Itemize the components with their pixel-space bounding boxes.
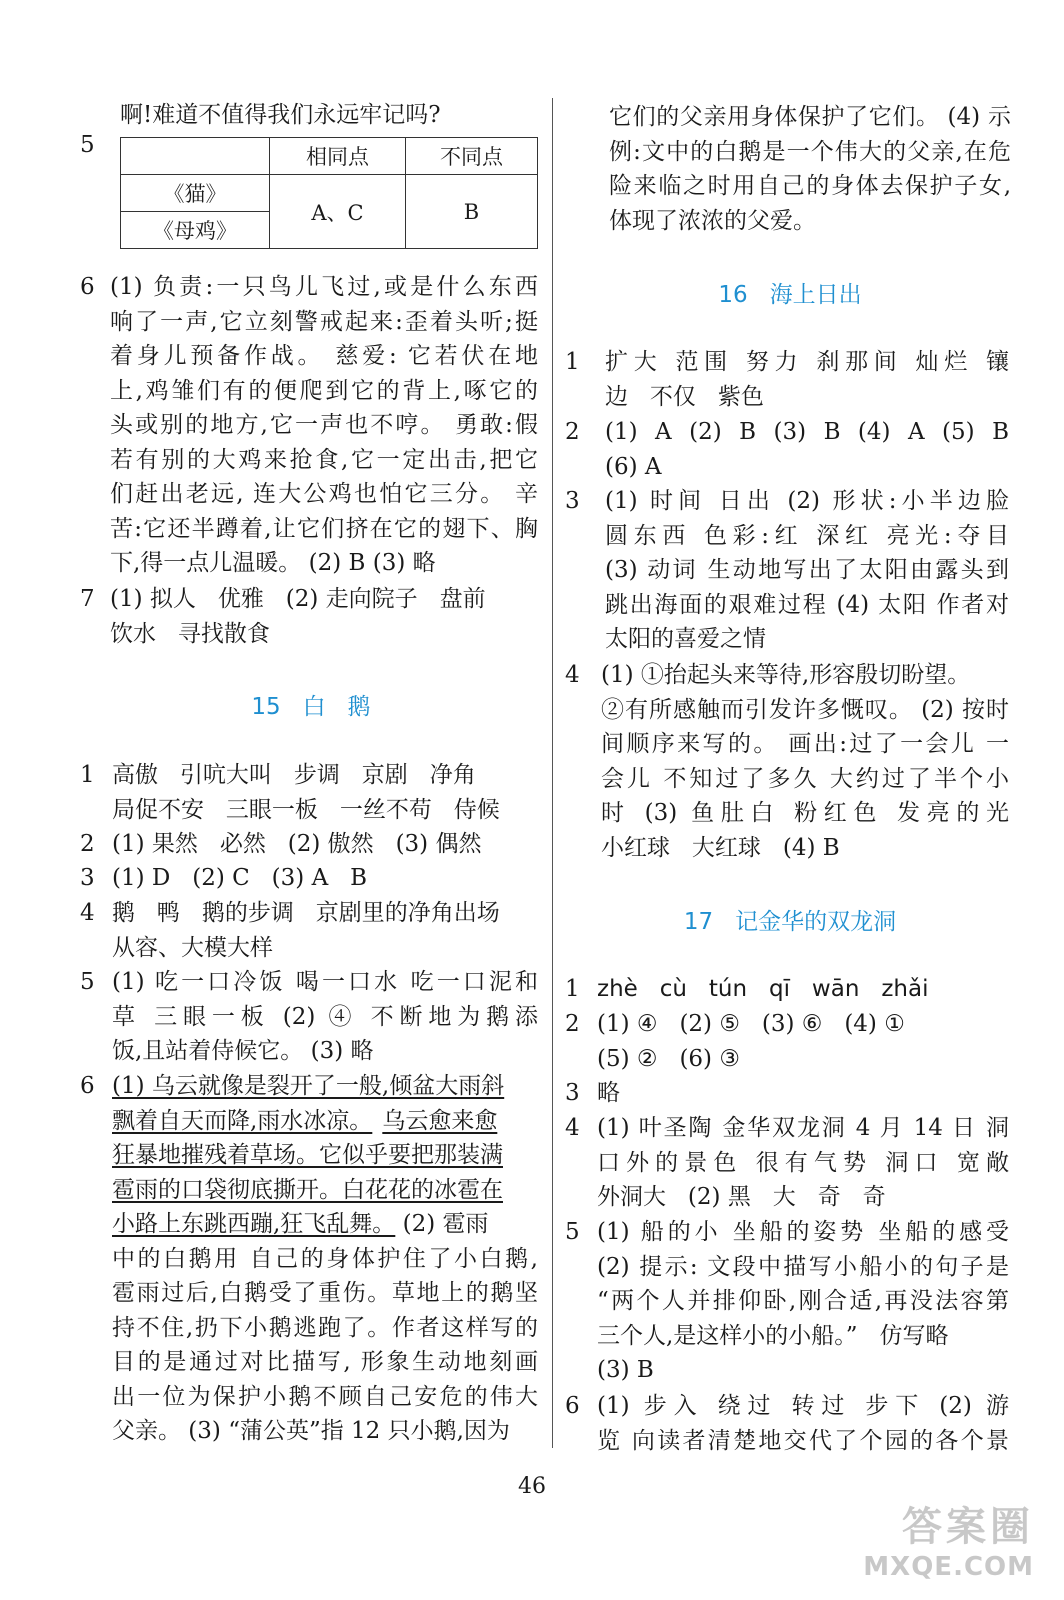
table-row-hen: 《母鸡》 [121, 212, 270, 249]
section-title-16: 16 海上日出 [718, 282, 862, 308]
underlined-passage-1: (1) 乌云就像是裂开了一般,倾盆大雨斜 [112, 1073, 505, 1099]
table-row-cat: 《猫》 [121, 175, 270, 212]
underlined-passage-2: 飘着自天而降,雨水冰凉。 [112, 1107, 373, 1134]
intro-line: 啊!难道不值得我们永远牢记吗? [120, 102, 441, 128]
underlined-passage-3: 狂暴地摧残着草场。它似乎要把那装满 [112, 1142, 503, 1168]
comparison-table [120, 137, 538, 249]
table-corner-cell [121, 138, 270, 175]
underlined-passage-2b: 乌云愈来愈 [382, 1107, 498, 1134]
watermark-logo: 答案圈 MXQE.COM [863, 1504, 1034, 1582]
table-cell-diff: B [406, 175, 538, 249]
underlined-passage-5: 小路上东跳西蹦,狂飞乱舞。 [112, 1211, 396, 1237]
table-header-same: 相同点 [270, 138, 406, 175]
section-title-15: 15 白 鹅 [251, 694, 371, 720]
table-cell-same: A、C [270, 175, 406, 249]
section-title-17: 17 记金华的双龙洞 [683, 909, 897, 935]
underlined-passage-4: 雹雨的口袋彻底撕开。白花花的冰雹在 [112, 1176, 503, 1203]
page-number: 46 [518, 1474, 546, 1499]
table-header-diff: 不同点 [406, 138, 538, 175]
column-divider [552, 98, 553, 1448]
